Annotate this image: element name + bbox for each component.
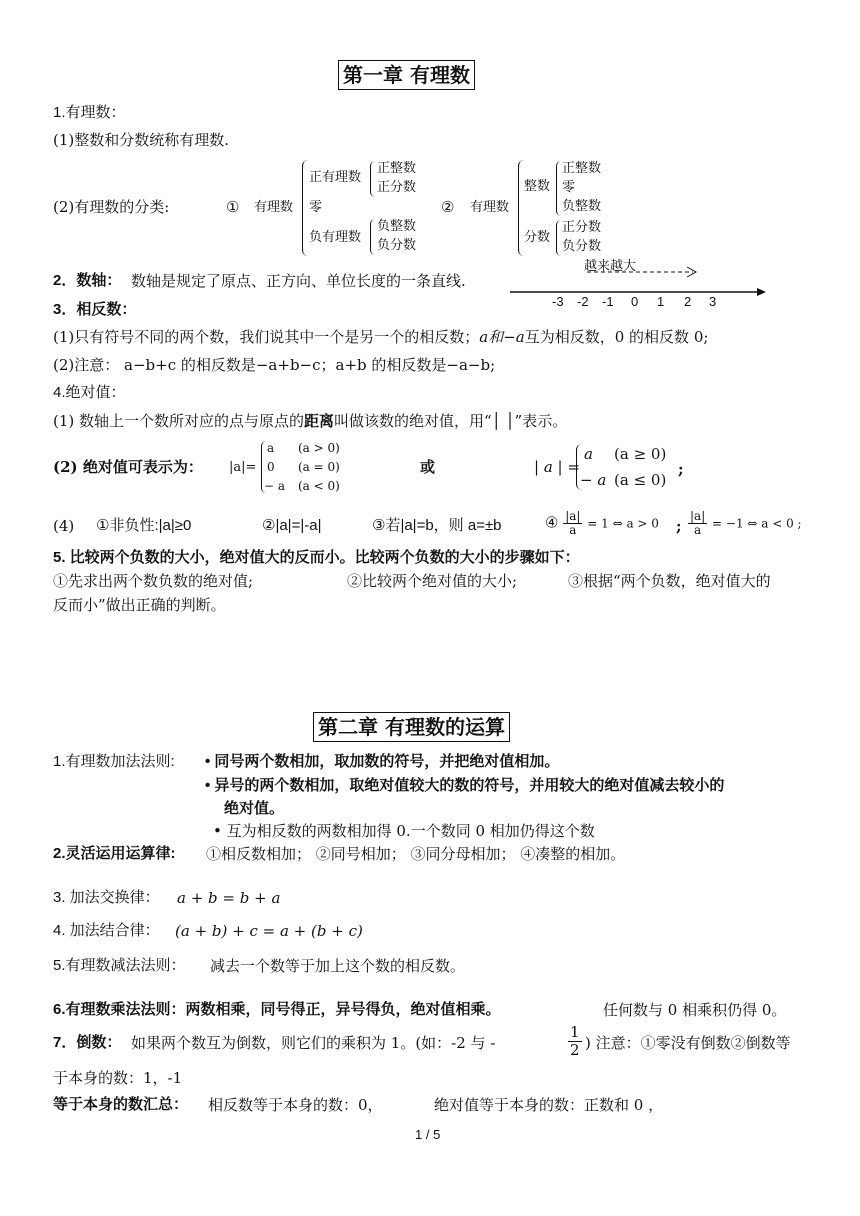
section3-heading: 3．相反数： [53, 301, 137, 318]
property-sign-neg [688, 510, 802, 537]
section4-heading: 4.绝对值： [53, 384, 126, 401]
reciprocal-frac-num: 1 [570, 1023, 580, 1041]
class1-pos-frac: 正分数 [377, 180, 417, 195]
abs1-r1a: a [267, 441, 275, 455]
associative-formula: (a + b) + c = a + (b + c) [175, 922, 363, 940]
class2-marker: ② [441, 198, 455, 216]
addition-rule-heading: 1.有理数加法法则: [53, 753, 175, 770]
reciprocal-text-c: 于本身的数：1，-1 [53, 1069, 183, 1087]
property-sign [545, 510, 659, 537]
class1-root: 有理数 [254, 200, 294, 215]
chapter2-title: 第二章 有理数的运算 [313, 712, 510, 742]
subtraction-rule-heading: 5.有理数减法法则： [53, 957, 186, 974]
section5-step3: ③根据“两个负数，绝对值大的 [568, 572, 771, 590]
class2-neg-int: 负整数 [562, 199, 602, 214]
axis-tick-label: 2 [684, 294, 692, 309]
property-sign-marker: ④ [545, 513, 559, 532]
section4-para2-label: (2) 绝对值可表示为： [53, 458, 203, 476]
multiplication-rule: 6.有理数乘法法则：两数相乘，同号得正，异号得负，绝对值相乘。 [53, 1001, 501, 1018]
section4-para1-b: 距离 [304, 412, 335, 430]
classification-label: (2)有理数的分类: [53, 198, 170, 216]
addition-rule-2: • 异号的两个数相加，取绝对值较大的数的符号，并用较大的绝对值减去较小的 [205, 777, 725, 794]
class1-brace [302, 160, 308, 256]
class1-neg-frac: 负分数 [377, 238, 417, 253]
self-equal-heading: 等于本身的数汇总： [53, 1096, 189, 1113]
class2-int: 整数 [524, 179, 551, 194]
operation-laws-heading: 2.灵活运用运算律: [53, 845, 176, 862]
abs1-r3b: (a < 0) [298, 479, 340, 493]
abs1-r2b: (a = 0) [298, 460, 340, 474]
property-plusminus: ③若|a|=b，则 a=±b [372, 517, 502, 534]
class1-neg: 负有理数 [309, 230, 362, 245]
or-text: 或 [420, 458, 436, 476]
class2-zero: 零 [562, 180, 576, 195]
abs1-lhs: |a|= [229, 460, 257, 475]
associative-heading: 4. 加法结合律： [53, 922, 160, 939]
section4-para1-a: (1) 数轴上一个数所对应的点与原点的 [53, 412, 305, 430]
chapter1-title: 第一章 有理数 [338, 60, 475, 90]
class1-zero: 零 [309, 200, 323, 215]
reciprocal-frac-den: 2 [570, 1041, 580, 1059]
frac-num: |a| [565, 509, 581, 523]
axis-caption: 越来越大 [584, 259, 637, 274]
section5-step2: ②比较两个绝对值的大小; [347, 572, 518, 590]
section3-para2: (2)注意： a−b+c 的相反数是−a+b−c；a+b 的相反数是−a−b; [53, 356, 496, 374]
commutative-formula: a + b = b + a [177, 889, 281, 907]
axis-tick-label: 3 [709, 294, 717, 309]
reciprocal-fraction [568, 1024, 582, 1059]
axis-tick-label: 0 [631, 294, 639, 309]
section2-heading: 2．数轴： [53, 272, 122, 289]
frac-den-2: a [694, 523, 702, 537]
section1-para1: (1)整数和分数统称有理数. [53, 131, 230, 149]
commutative-heading: 3. 加法交换律： [53, 889, 160, 906]
section2-text: 数轴是规定了原点、正方向、单位长度的一条直线. [131, 272, 466, 290]
class1-pos-brace [370, 161, 375, 197]
frac-den: a [569, 523, 577, 537]
abs2-r1b: (a ≥ 0) [614, 445, 667, 463]
axis-tick-label: 1 [657, 294, 665, 309]
page-number: 1 / 5 [415, 1127, 441, 1142]
addition-rule-1: • 同号两个数相加，取加数的符号，并把绝对值相加。 [205, 753, 560, 770]
abs1-r1b: (a > 0) [298, 441, 340, 455]
abs2-r2a: − a [580, 471, 607, 489]
fraction-abs-a-2 [688, 510, 707, 537]
reciprocal-heading: 7．倒数： [53, 1034, 122, 1051]
class1-neg-int: 负整数 [377, 219, 417, 234]
section3-para1-a: (1)只有符号不同的两个数，我们说其中一个是另一个的相反数； [53, 328, 480, 346]
class2-frac-brace [556, 220, 561, 256]
class1-marker: ① [226, 198, 240, 216]
class2-pos-frac: 正分数 [562, 220, 602, 235]
section3-para1-c: 互为相反数，0 的相反数 0; [524, 328, 709, 346]
property-symmetric: ②|a|=|-a| [262, 517, 322, 534]
section4-para4-label: (4) [53, 517, 75, 535]
section5-step1: ①先求出两个数负数的绝对值; [53, 572, 254, 590]
class1-pos-int: 正整数 [377, 161, 417, 176]
fraction-abs-a [563, 510, 582, 537]
section4-para1 [53, 412, 567, 430]
addition-rule-2-cont: 绝对值。 [224, 800, 285, 817]
axis-arrow-icon [757, 288, 766, 296]
multiplication-zero: 任何数与 0 相乘积仍得 0。 [603, 1001, 787, 1019]
abs1-r3a: − a [264, 479, 286, 493]
class2-root: 有理数 [470, 200, 510, 215]
abs2-r2b: (a ≤ 0) [614, 471, 667, 489]
reciprocal-text-a: 如果两个数互为倒数，则它们的乘积为 1。(如：-2 与 - [131, 1034, 496, 1052]
property-sign-sep: ; [676, 517, 682, 535]
axis-tick-label: -3 [552, 294, 564, 309]
property-sign-pos: = 1 ⇔ a > 0 [587, 516, 659, 531]
section1-heading: 1.有理数： [53, 104, 126, 121]
section5-heading: 5. 比较两个负数的大小，绝对值大的反而小。比较两个负数的大小的步骤如下： [53, 549, 580, 566]
abs2-lhs: | a | = [534, 458, 580, 476]
section5-step3-cont: 反而小”做出正确的判断。 [53, 596, 226, 614]
class1-pos: 正有理数 [309, 170, 362, 185]
reciprocal-text-b: ) 注意：①零没有倒数②倒数等 [585, 1034, 791, 1052]
section3-para1 [53, 328, 708, 346]
class2-frac: 分数 [524, 230, 551, 245]
axis-tick-label: -2 [577, 294, 589, 309]
operation-laws-text: ①相反数相加； ②同号相加； ③同分母相加； ④凑整的相加。 [206, 845, 626, 863]
class2-int-brace [556, 161, 561, 216]
abs2-r1a: a [584, 445, 593, 463]
abs1-r2a: 0 [267, 460, 275, 474]
frac-num-2: |a| [690, 509, 706, 523]
abs2-end: ; [678, 460, 684, 478]
addition-rule-3: • 互为相反数的两数相加得 0.一个数同 0 相加仍得这个数 [213, 822, 595, 840]
subtraction-rule-text: 减去一个数等于加上这个数的相反数。 [210, 957, 466, 975]
class2-neg-frac: 负分数 [562, 239, 602, 254]
self-equal-absolute: 绝对值等于本身的数：正数和 0 ， [434, 1096, 664, 1114]
section4-para1-c: 叫做该数的绝对值，用“│ │”表示。 [334, 412, 568, 430]
property-nonnegative: ①非负性:|a|≥0 [96, 517, 192, 534]
axis-tick-label: -1 [602, 294, 614, 309]
property-sign-neg-text: = −1 ⇔ a < 0 ; [712, 516, 802, 531]
section3-para1-b: a和−a [479, 328, 525, 346]
class1-neg-brace [370, 219, 375, 255]
self-equal-opposite: 相反数等于本身的数：0， [208, 1096, 383, 1114]
class2-pos-int: 正整数 [562, 161, 602, 176]
